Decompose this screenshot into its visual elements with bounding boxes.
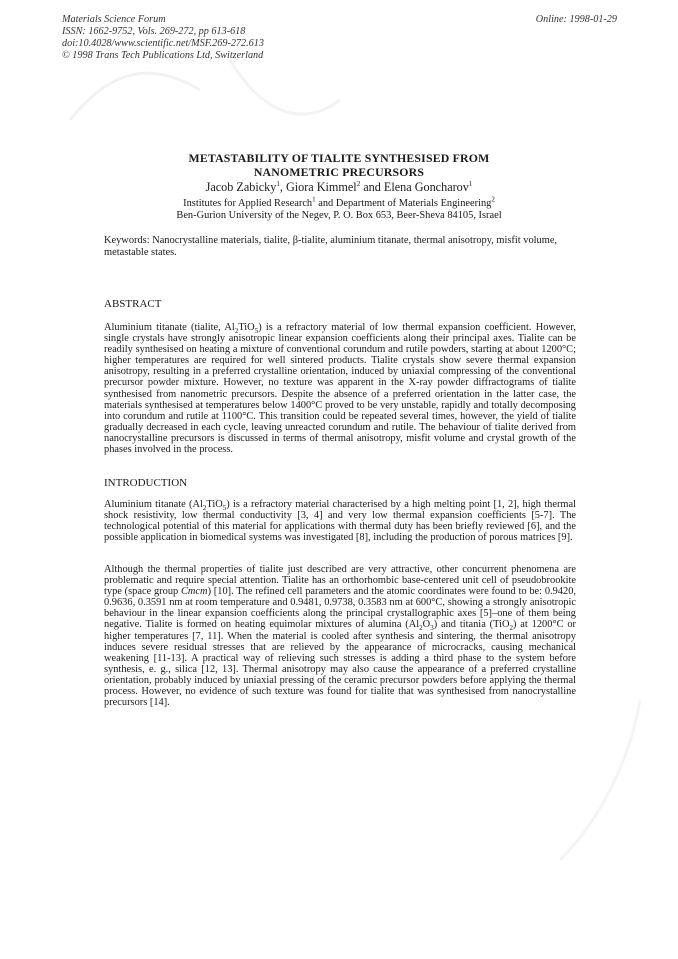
author-affil-mark: 1 <box>468 179 473 188</box>
author-affil-mark: 1 <box>276 179 280 188</box>
online-date: Online: 1998-01-29 <box>535 14 617 25</box>
doi-line[interactable]: doi:10.4028/www.scientific.net/MSF.269-272.613 <box>62 38 264 49</box>
abstract-text-part: Aluminium titanate (tialite, Al <box>104 322 235 333</box>
paragraph-text-part: ) [10]. The refined cell parameters and the atomic coordinates were found to be: 0.9420, 0.9636, 0.3591 nm at room temperature and 0.9481, 0.9738, 0.3583 nm at 600°C, showing a strongly anisotropic behaviour in the linear expansion coefficients along the principal crystallographic axes [5]–one of them being negative. Tialite is formed on heating equimolar mixtures of alumina (Al <box>104 586 576 631</box>
journal-name: Materials Science Forum <box>62 14 166 25</box>
paper-title <box>104 151 574 179</box>
abstract-text-part: ) is a refractory material of low thermal expansion coefficient. However, single crystals have strongly anisotropic linear expansion coefficients along their principal axes. Tialite can be readily synthesised on heating a mixture of conventional corundum and rutile powders, starting at about 1200°C; higher temperatures are required for well sintered products. Tialite crystals show severe thermal expansion anisotropy, resulting in a preferred crystalline orientation, induced by uniaxial compressing of the conventional precursor powder mixture. However, no texture was apparent in the X-ray powder diffractograms of tialite synthesised from nanometric precursors. Despite the absence of a preferred orientation in the latter case, the materials synthesised at temperatures below 1400°C proved to be very unstable, rapidly and totally decomposing into corundum and rutile at 1100°C. This transition could be repeated several times, however, the yield of tialite gradually decreased in each cycle, leaving unreacted corundum and rutile. The behaviour of tialite derived from nanocrystalline precursors is discussed in terms of thermal anisotropy, misfit volume and crystal growth of the phases involved in the process. <box>104 322 576 456</box>
paragraph-text-part: ) is a refractory material characterised by a high melting point [1, 2], high thermal shock resistivity, low thermal conductivity [3, 4] and very low thermal expansion coefficients [5-7]. The technological potential of this material for applications with thermal duty has been briefly reviewed [6], and the possible application in biomedical systems was investigated [8], including the production of porous matrices [9]. <box>104 499 576 544</box>
paragraph-text-part: Although the thermal properties of tialite just described are very attractive, other concurrent phenomena are problematic and require special attention. Tialite has an orthorhombic base-centered unit cell of pseudobrookite type (space group <box>104 564 576 598</box>
subscript: 5 <box>222 504 227 513</box>
introduction-paragraph-1 <box>104 499 576 543</box>
copyright-line: © 1998 Trans Tech Publications Ltd, Switzerland <box>62 50 264 61</box>
affiliation-mark: 1 <box>312 195 316 204</box>
title-line-1: METASTABILITY OF TIALITE SYNTHESISED FROM <box>188 151 490 165</box>
abstract-heading: ABSTRACT <box>104 298 162 310</box>
affiliation-text: Institutes for Applied Research <box>183 198 313 209</box>
subscript: 5 <box>254 327 259 336</box>
paragraph-text-part: Aluminium titanate (Al <box>104 499 203 510</box>
space-group-italic: Cmcm <box>181 586 208 598</box>
author-name: Jacob Zabicky <box>205 180 277 194</box>
affiliation-line-2: Ben-Gurion University of the Negev, P. O. Box 653, Beer-Sheva 84105, Israel <box>176 210 502 221</box>
author-name: Giora Kimmel <box>285 180 357 194</box>
paragraph-text-part: TiO <box>206 499 223 510</box>
affiliation-mark: 2 <box>491 195 495 204</box>
title-line-2: NANOMETRIC PRECURSORS <box>253 165 425 179</box>
author-list <box>104 180 574 194</box>
affiliation-line-1 <box>104 195 574 210</box>
author-affil-mark: 2 <box>356 179 361 188</box>
affiliation <box>104 195 574 222</box>
paragraph-text-part: ) at 1200°C or higher temperatures [7, 11]. When the material is cooled after synthesis and sintering, the thermal anisotropy induces severe residual stresses that are relieved by the appearance of microcracks, causing mechanical weakening [11-13]. A practical way of relieving such stresses is adding a third phase to the system before synthesis, e. g., silica [12, 13]. Thermal anisotropy may also cause the appearance of a preferred crystalline orientation, probably induced by uniaxial pressing of the ceramic precursor powders before applying the thermal process. However, no evidence of such texture was found for tialite that was synthesised from nanocrystalline precursors [14]. <box>104 619 576 709</box>
subscript: 2 <box>202 504 207 513</box>
paragraph-text-part: ) and titania (TiO <box>433 619 510 631</box>
abstract-text-part: TiO <box>238 322 255 333</box>
introduction-paragraph-2 <box>104 564 576 708</box>
paragraph-text-part: O <box>422 619 431 631</box>
author-separator: and <box>360 180 384 194</box>
introduction-heading: INTRODUCTION <box>104 477 188 489</box>
affiliation-text: and Department of Materials Engineering <box>315 198 492 209</box>
journal-header <box>62 14 392 62</box>
abstract-text <box>104 322 576 455</box>
subscript: 2 <box>419 624 423 633</box>
author-name: Elena Goncharov <box>383 180 469 194</box>
author-separator: , <box>279 180 286 194</box>
subscript: 2 <box>509 624 513 633</box>
subscript: 2 <box>234 327 239 336</box>
issn-line: ISSN: 1662-9752, Vols. 269-272, pp 613-618 <box>62 26 246 37</box>
keywords: Keywords: Nanocrystalline materials, tialite, β-tialite, aluminium titanate, thermal anisotropy, misfit volume, metastable states. <box>104 235 558 258</box>
subscript: 3 <box>430 624 434 633</box>
